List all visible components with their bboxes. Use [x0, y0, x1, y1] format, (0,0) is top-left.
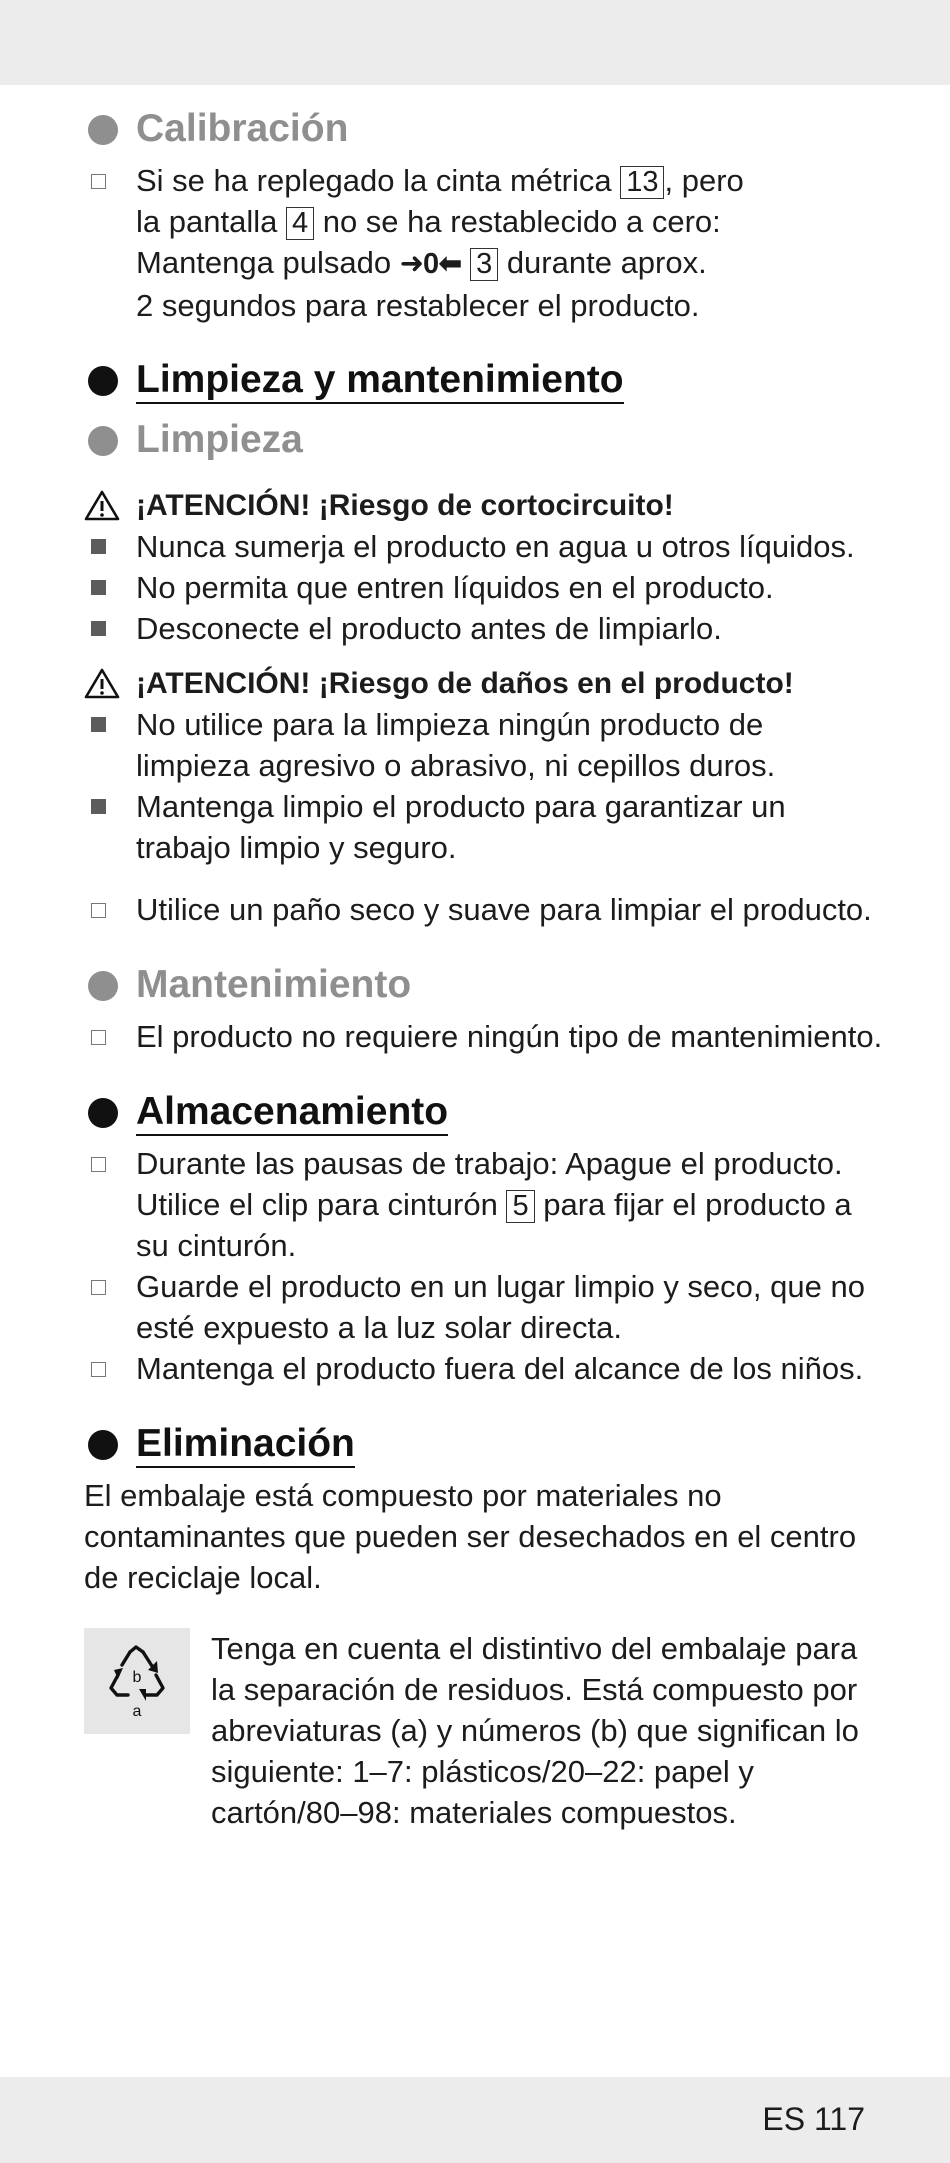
warning-item: Mantenga limpio el producto para garantizar un trabajo limpio y seguro.	[84, 786, 884, 868]
warning-triangle-icon	[84, 489, 120, 521]
limpieza-mantenimiento-heading	[84, 355, 884, 405]
warning-triangle-icon	[84, 667, 120, 699]
step-box-icon	[91, 1362, 106, 1377]
page-number: ES 117	[762, 2101, 865, 2137]
square-bullet-icon	[91, 621, 106, 636]
almacenamiento-heading	[84, 1087, 884, 1137]
svg-text:b: b	[132, 1669, 142, 1686]
warning-item: Nunca sumerja el producto en agua u otros líquidos.	[84, 526, 884, 567]
svg-text:a: a	[132, 1703, 142, 1720]
black-bullet-icon	[88, 366, 118, 396]
almacenamiento-step: Guarde el producto en un lugar limpio y seco, que no esté expuesto a la luz solar directa.	[84, 1266, 884, 1348]
limpieza-title: Limpieza	[136, 418, 303, 461]
limpieza-mantenimiento-title: Limpieza y mantenimiento	[136, 358, 624, 404]
grey-bullet-icon	[88, 971, 118, 1001]
warning-item: Desconecte el producto antes de limpiarlo.	[84, 608, 884, 649]
ref-3: 3	[470, 248, 498, 281]
zero-button-icon: ➜0⬅	[399, 248, 462, 280]
recycle-info	[84, 1628, 884, 1833]
eliminacion-heading	[84, 1419, 884, 1469]
recycling-symbol-icon	[84, 1628, 190, 1734]
ref-5: 5	[506, 1190, 534, 1223]
step-box-icon	[91, 174, 106, 189]
mantenimiento-step: El producto no requiere ningún tipo de mantenimiento.	[84, 1016, 884, 1057]
limpieza-heading	[84, 415, 884, 465]
eliminacion-intro: El embalaje está compuesto por materiales no contaminantes que pueden ser desechados en el centro de reciclaje local.	[84, 1478, 857, 1595]
page-content	[84, 104, 884, 1833]
ref-13: 13	[620, 166, 664, 199]
mantenimiento-title: Mantenimiento	[136, 963, 412, 1006]
almacenamiento-step: Mantenga el producto fuera del alcance de los niños.	[84, 1348, 884, 1389]
step-box-icon	[91, 1157, 106, 1172]
ref-4: 4	[286, 207, 314, 240]
limpieza-step: Utilice un paño seco y suave para limpiar el producto.	[84, 889, 884, 930]
step-box-icon	[91, 903, 106, 918]
calibracion-step: Si se ha replegado la cinta métrica 13 , pero la pantalla 4 no se ha restablecido a cero: Mantenga pulsado ➜0⬅ 3 durante aprox. 2 segundos para restablecer el producto.	[84, 160, 884, 326]
almacenamiento-step: Durante las pausas de trabajo: Apague el producto. Utilice el clip para cinturón 5 para fijar el producto a su cinturón.	[84, 1143, 884, 1266]
mantenimiento-heading	[84, 960, 884, 1010]
warning-short-circuit: ¡ATENCIÓN! ¡Riesgo de cortocircuito!	[84, 485, 884, 526]
calibracion-title: Calibración	[136, 107, 349, 150]
warning-item: No utilice para la limpieza ningún producto de limpieza agresivo o abrasivo, ni cepillos duros.	[84, 704, 884, 786]
square-bullet-icon	[91, 717, 106, 732]
top-band	[0, 0, 950, 85]
eliminacion-title: Eliminación	[136, 1422, 355, 1468]
recycle-description: Tenga en cuenta el distintivo del embalaje para la separación de residuos. Está compuesto por abreviaturas (a) y números (b) que significan lo siguiente: 1–7: plásticos/20–22: papel y cartón/80–98: materiales compuestos.	[211, 1631, 859, 1830]
step-box-icon	[91, 1280, 106, 1295]
grey-bullet-icon	[88, 426, 118, 456]
step-box-icon	[91, 1030, 106, 1045]
square-bullet-icon	[91, 580, 106, 595]
almacenamiento-title: Almacenamiento	[136, 1090, 448, 1136]
square-bullet-icon	[91, 799, 106, 814]
warning-item: No permita que entren líquidos en el producto.	[84, 567, 884, 608]
black-bullet-icon	[88, 1430, 118, 1460]
grey-bullet-icon	[88, 115, 118, 145]
calibracion-heading	[84, 104, 884, 154]
black-bullet-icon	[88, 1098, 118, 1128]
square-bullet-icon	[91, 539, 106, 554]
warning-product-damage: ¡ATENCIÓN! ¡Riesgo de daños en el producto!	[84, 663, 884, 704]
